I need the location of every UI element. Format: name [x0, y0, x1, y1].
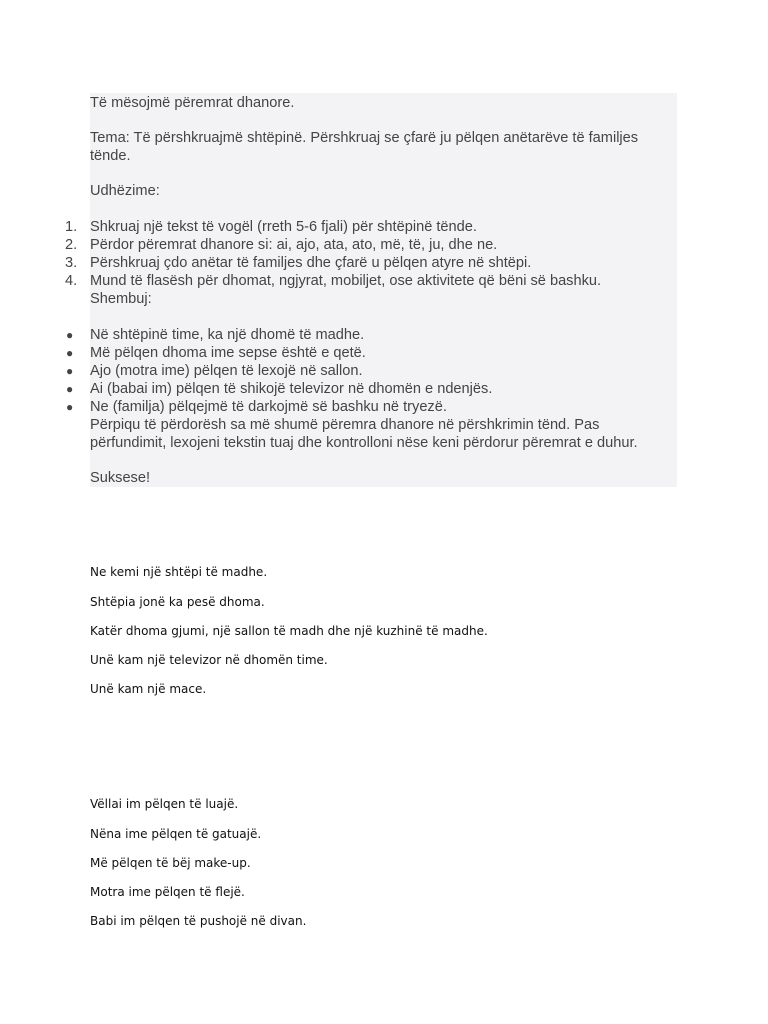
step-text: Shkruaj një tekst të vogël (rreth 5-6 fjali) për shtëpinë tënde. [90, 219, 477, 235]
task-title: Të mësojmë përemrat dhanore. [90, 95, 295, 111]
step-text: Përshkruaj çdo anëtar të familjes dhe çfarë u pëlqen atyre në shtëpi. [90, 255, 532, 271]
step-number: 1. [65, 219, 78, 235]
example-item [66, 362, 363, 380]
example-text: Më pëlqen dhoma ime sepse është e qetë. [90, 345, 366, 361]
answer-line: Unë kam një mace. [90, 682, 207, 696]
answer-line: Motra ime pëlqen të flejë. [90, 885, 245, 899]
example-item [66, 326, 365, 344]
bullet-icon: ● [66, 346, 74, 360]
example-item [66, 380, 493, 398]
answer-line: Babi im pëlqen të pushojë në divan. [90, 914, 307, 928]
answer-line: Ne kemi një shtëpi të madhe. [90, 565, 268, 579]
example-text: Në shtëpinë time, ka një dhomë të madhe. [90, 327, 365, 343]
step-text: Përdor përemrat dhanore si: ai, ajo, ata, ato, më, të, ju, dhe ne. [90, 237, 498, 253]
answer-line: Nëna ime pëlqen të gatuajë. [90, 827, 262, 841]
step-text: Mund të flasësh për dhomat, ngjyrat, mobiljet, ose aktivitete që bëni së bashku. [90, 273, 602, 289]
example-text: Ajo (motra ime) pëlqen të lexojë në sallon. [90, 363, 363, 379]
answer-line: Vëllai im pëlqen të luajë. [90, 797, 239, 811]
instruction-step [65, 254, 532, 272]
closing-line2: përfundimit, lexojeni tekstin tuaj dhe kontrolloni nëse keni përdorur përemrat e duhur. [90, 435, 638, 451]
step-number: 4. [65, 273, 78, 289]
success-text: Suksese! [90, 470, 151, 486]
example-text: Ai (babai im) pëlqen të shikojë televizor në dhomën e ndenjës. [90, 381, 493, 397]
answer-line: Katër dhoma gjumi, një sallon të madh dhe një kuzhinë të madhe. [90, 624, 488, 638]
answer-line: Më pëlqen të bëj make-up. [90, 856, 251, 870]
step-number: 2. [65, 237, 78, 253]
example-item [66, 398, 447, 416]
instruction-step [65, 272, 602, 290]
step-number: 3. [65, 255, 78, 271]
answer-line: Shtëpia jonë ka pesë dhoma. [90, 595, 265, 609]
closing-line1: Përpiqu të përdorësh sa më shumë përemra dhanore në përshkrimin tënd. Pas [90, 417, 600, 433]
instruction-step [65, 236, 498, 254]
example-heading: Shembuj: [90, 291, 152, 307]
bullet-icon: ● [66, 382, 74, 396]
instruction-step [65, 218, 477, 236]
example-item [66, 344, 366, 362]
example-text: Ne (familja) pëlqejmë të darkojmë së bashku në tryezë. [90, 399, 447, 415]
bullet-icon: ● [66, 328, 74, 342]
task-topic-line1: Tema: Të përshkruajmë shtëpinë. Përshkruaj se çfarë ju pëlqen anëtarëve të familjes [90, 130, 639, 146]
instructions-heading: Udhëzime: [90, 183, 160, 199]
answer-line: Unë kam një televizor në dhomën time. [90, 653, 328, 667]
bullet-icon: ● [66, 400, 74, 414]
task-topic-line2: tënde. [90, 148, 131, 164]
bullet-icon: ● [66, 364, 74, 378]
